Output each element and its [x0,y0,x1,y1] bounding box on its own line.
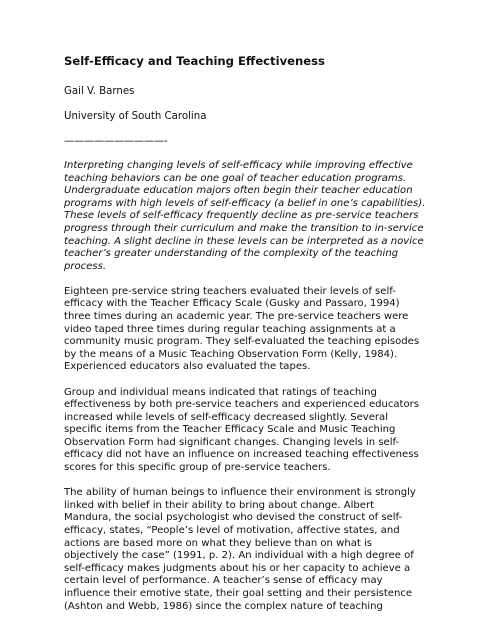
text-line: teaching. A slight decline in these levels can be interpreted as a novice [64,235,424,247]
text-line: self-efficacy makes judgments about his or her capacity to achieve a [64,562,411,574]
method-paragraph [64,286,436,374]
author-affiliation: University of South Carolina [64,111,207,122]
text-line: efficacy, states, “People’s level of motivation, affective states, and [64,524,400,536]
text-line: objectively the case” (1991, p. 2). An individual with a high degree of [64,550,414,562]
text-line: video taped three times during regular teaching assignments at a [64,323,396,335]
text-line: teacher’s greater understanding of the complexity of the teaching [64,248,399,260]
text-line: efficacy did not have an influence on increased teaching effectiveness [64,449,419,461]
text-line: Experienced educators also evaluated the tapes. [64,361,311,373]
text-line: actions are based more on what they believe than on what is [64,537,373,549]
text-line: process. [64,260,107,272]
background-paragraph [64,487,436,613]
text-line: community music program. They self-evaluated the teaching episodes [64,336,420,348]
text-line: efficacy with the Teacher Efficacy Scale (Gusky and Passaro, 1994) [64,298,400,310]
text-line: scores for this specific group of pre-service teachers. [64,462,331,474]
text-line: effectiveness by both pre-service teachers and experienced educators [64,399,420,411]
document-title: Self-Efficacy and Teaching Effectiveness [64,54,325,68]
author-name: Gail V. Barnes [64,86,135,97]
text-line: The ability of human beings to influence their environment is strongly [64,487,416,499]
abstract-paragraph [64,160,436,273]
text-line: Undergraduate education majors often begin their teacher education [64,185,413,197]
document-page [64,54,436,626]
text-line: influence their emotive state, their goal setting and their persistence [64,587,413,599]
text-line: progress through their curriculum and make the transition to in-service [64,222,424,234]
text-line: teaching behaviors can be one goal of teacher education programs. [64,172,407,184]
text-line: (Ashton and Webb, 1986) since the complex nature of teaching [64,600,383,612]
text-line: Group and individual means indicated that ratings of teaching [64,386,377,398]
text-line: Mandura, the social psychologist who devised the construct of self- [64,512,403,524]
separator-line: ——————————- [64,136,168,147]
text-line: by the means of a Music Teaching Observation Form (Kelly, 1984). [64,348,398,360]
text-line: increased while levels of self-efficacy decreased slightly. Several [64,411,388,423]
results-paragraph [64,387,436,475]
text-line: linked with belief in their ability to bring about change. Albert [64,499,375,511]
text-line: These levels of self-efficacy frequently decline as pre-service teachers [64,210,419,222]
text-line: three times during an academic year. The pre-service teachers were [64,311,409,323]
text-line: Observation Form had significant changes. Changing levels in self- [64,436,400,448]
text-line: certain level of performance. A teacher’s sense of efficacy may [64,575,383,587]
text-line: Eighteen pre-service string teachers evaluated their levels of self- [64,285,396,297]
text-line: Interpreting changing levels of self-efficacy while improving effective [64,160,413,171]
text-line: specific items from the Teacher Efficacy Scale and Music Teaching [64,424,396,436]
text-line: programs with high levels of self-efficacy (a belief in one’s capabilities). [64,197,426,209]
